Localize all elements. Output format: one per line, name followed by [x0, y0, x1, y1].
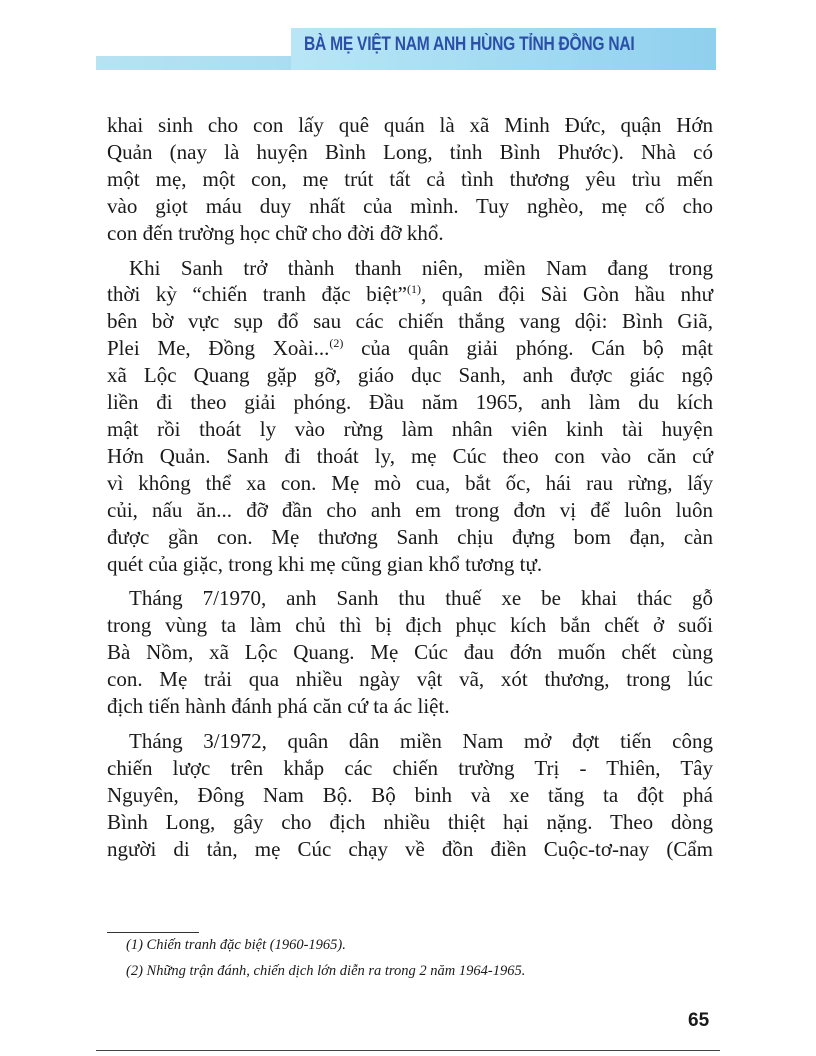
text-line: liền đi theo giải phóng. Đầu năm 1965, anh làm du kích: [107, 390, 713, 415]
paragraph: [107, 585, 713, 720]
text-line: con. Mẹ trải qua nhiều ngày vật vã, xót thương, trong lúc: [107, 667, 713, 692]
footnote-1: (1) Chiến tranh đặc biệt (1960-1965).: [126, 937, 346, 953]
text-line: địch tiến hành đánh phá căn cứ ta ác liệt.: [107, 694, 450, 719]
running-header-banner: [96, 28, 736, 72]
text-line: củi, nấu ăn... đỡ đần cho anh em trong đơn vị để luôn luôn: [107, 497, 713, 522]
text-line: Tháng 3/1972, quân dân miền Nam mở đợt tiến công: [129, 728, 713, 753]
paragraph: [107, 112, 713, 247]
text-line: vì không thể xa con. Mẹ mò cua, bắt ốc, hái rau rừng, lấy: [107, 470, 713, 495]
text-line: được gần con. Mẹ thương Sanh chịu đựng bom đạn, càn: [107, 524, 713, 549]
paragraph: [107, 255, 713, 578]
text-line: Tháng 7/1970, anh Sanh thu thuế xe be khai thác gỗ: [129, 586, 713, 611]
paragraph: [107, 728, 713, 863]
footnote-2: (2) Những trận đánh, chiến dịch lớn diễn ra trong 2 năm 1964-1965.: [126, 963, 526, 979]
text-line: Bình Long, gây cho địch nhiều thiệt hại nặng. Theo dòng: [107, 809, 713, 834]
text-line: trong vùng ta làm chủ thì bị địch phục kích bắn chết ở suối: [107, 613, 713, 638]
text-line: quét của giặc, trong khi mẹ cũng gian khổ tương tự.: [107, 551, 543, 576]
running-header-title: BÀ MẸ VIỆT NAM ANH HÙNG TỈNH ĐỒNG NAI: [304, 34, 635, 55]
text-line: Quản (nay là huyện Bình Long, tỉnh Bình Phước). Nhà có: [107, 139, 713, 164]
text-line: bên bờ vực sụp đổ sau các chiến thắng vang dội: Bình Giã,: [107, 309, 713, 334]
text-line: thời kỳ “chiến tranh đặc biệt”$^{(1)}$, quân đội Sài Gòn hầu như: [107, 282, 713, 307]
text-line: xã Lộc Quang gặp gỡ, giáo dục Sanh, anh được giác ngộ: [107, 363, 713, 388]
text-line: Plei Me, Đồng Xoài...$^{(2)}$ của quân giải phóng. Cán bộ mật: [107, 336, 713, 361]
text-line: con đến trường học chữ cho đời đỡ khổ.: [107, 220, 444, 245]
text-line: mật rồi thoát ly vào rừng làm nhân viên kinh tài huyện: [107, 416, 713, 441]
text-line: Khi Sanh trở thành thanh niên, miền Nam đang trong: [129, 255, 713, 280]
text-line: một mẹ, một con, mẹ trút tất cả tình thương yêu trìu mến: [107, 166, 713, 191]
footnote-divider: [107, 932, 199, 933]
footnote-marker: (1): [407, 282, 421, 297]
text-line: chiến lược trên khắp các chiến trường Trị - Thiên, Tây: [107, 755, 713, 780]
text-line: khai sinh cho con lấy quê quán là xã Minh Đức, quận Hớn: [107, 113, 713, 137]
body-text: [107, 112, 713, 870]
text-line: người di tản, mẹ Cúc chạy về đồn điền Cuộc-tơ-nay (Cẩm: [107, 836, 713, 861]
footnote-marker: (2): [329, 336, 344, 351]
bottom-rule: [96, 1050, 720, 1051]
text-line: vào giọt máu duy nhất của mình. Tuy nghèo, mẹ cố cho: [107, 193, 713, 218]
text-line: Bà Nồm, xã Lộc Quang. Mẹ Cúc đau đớn muốn chết cùng: [107, 640, 713, 665]
text-line: Hớn Quản. Sanh đi thoát ly, mẹ Cúc theo con vào căn cứ: [107, 443, 713, 468]
text-line: Nguyên, Đông Nam Bộ. Bộ binh và xe tăng ta đột phá: [107, 782, 713, 807]
page-number: 65: [688, 1010, 710, 1031]
